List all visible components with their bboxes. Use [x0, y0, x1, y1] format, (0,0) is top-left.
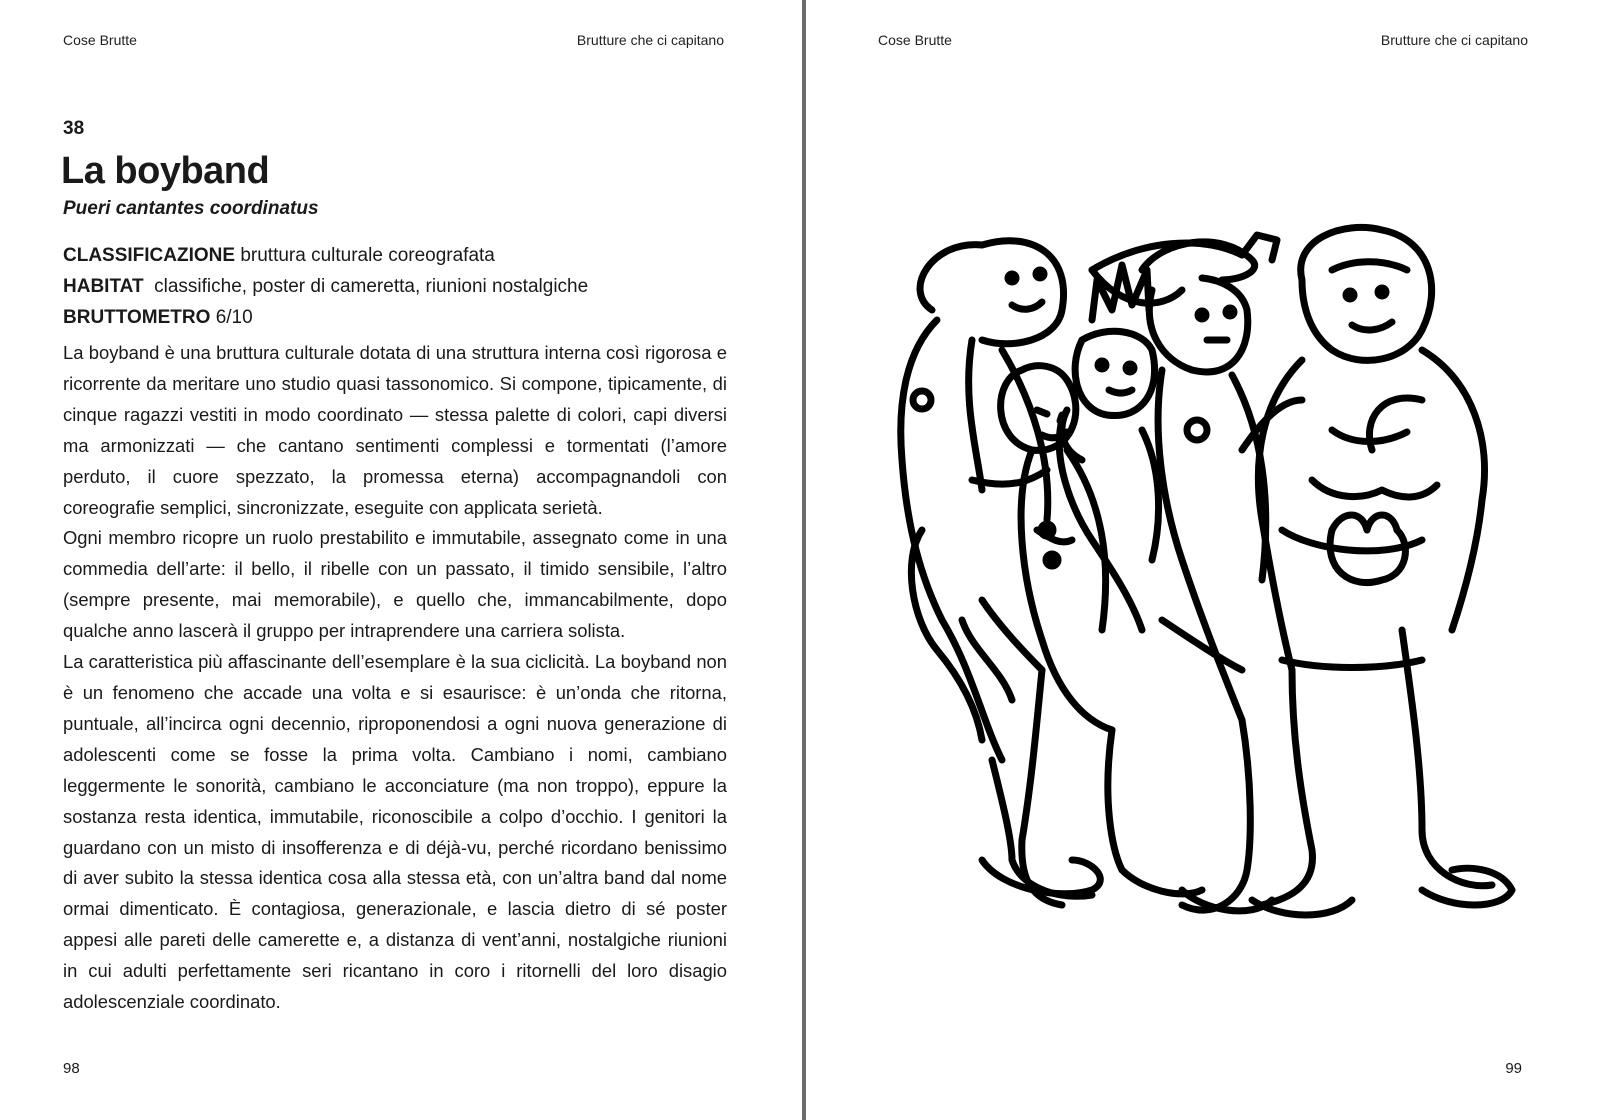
right-page: [806, 0, 1600, 1120]
meta-key: CLASSIFICAZIONE: [63, 245, 236, 266]
meta-key: HABITAT: [63, 276, 144, 297]
meta-bruttometro: [63, 302, 588, 333]
body-paragraph: Ogni membro ricopre un ruolo prestabilito e immutabile, assegnato come in una commedia dell’arte: il bello, il ribelle con un passato, il timido sensibile, l’altro (sempre presente, mai memorabile), e quello che, immancabilmente, dopo qualche anno lascerà il gruppo per intraprendere una carriera solista.: [63, 527, 727, 642]
running-head-right: Brutture che ci capitano: [1380, 32, 1528, 48]
entry-body: [63, 338, 727, 1018]
meta-habitat: [63, 271, 588, 302]
body-paragraph: La boyband è una bruttura culturale dotata di una struttura interna così rigorosa e ricorrente da meritare uno studio quasi tassonomico. Si compone, tipicamente, di cinque ragazzi vestiti in modo coordinato — stessa palette di colori, capi diversi ma armonizzati — che cantano sentimenti complessi e tormentati (l’amore perduto, il cuore spezzato, la promessa eterna) accompagnandoli con coreografie semplici, sincronizzate, eseguite con applicata serietà.: [63, 342, 727, 518]
meta-value: 6/10: [210, 307, 253, 328]
meta-classification: [63, 240, 588, 271]
entry-number: 38: [63, 118, 85, 139]
figure-right: [1242, 227, 1492, 905]
running-head-left: Cose Brutte: [63, 32, 137, 48]
running-head-right: Brutture che ci capitano: [576, 32, 724, 48]
meta-key: BRUTTOMETRO: [63, 307, 211, 328]
boyband-illustration: [862, 200, 1522, 940]
figure-left: [901, 241, 1092, 897]
meta-value: bruttura culturale coreografata: [235, 245, 495, 266]
figure-small-boy: [982, 366, 1202, 905]
running-head-left: Cose Brutte: [878, 32, 952, 48]
meta-value: classifiche, poster di cameretta, riunioni nostalgiche: [143, 276, 589, 297]
body-paragraph: La caratteristica più affascinante dell’esemplare è la sua ciclicità. La boyband non è un fenomeno che accade una volta e si esaurisce: è un’onda che ritorna, puntuale, all’incirca ogni decennio, riproponendosi a ogni nuova generazione di adolescenti come se fosse la prima volta. Cambiano i nomi, cambiano leggermente le sonorità, cambiano le acconciature (ma non troppo), eppure la sostanza resta identica, immutabile, riconoscibile a colpo d’occhio. I genitori la guardano con un misto di insofferenza e di déjà-vu, perché ricordano benissimo di aver subito la stessa identica cosa alla stessa età, con un’altra band dal nome ormai dimenticato. È contagiosa, generazionale, e lascia dietro di sé poster appesi alle pareti delle camerette e, a distanza di vent’anni, nostalgiche riunioni in cui adulti perfettamente seri ricantano in coro i ritornelli del loro disagio adolescenziale coordinato.: [63, 651, 727, 1013]
figure-cap: [1142, 242, 1266, 910]
entry-latin-name: Pueri cantantes coordinatus: [63, 198, 319, 219]
entry-title: La boyband: [61, 150, 270, 192]
page-number-right: 99: [1505, 1060, 1522, 1077]
entry-meta: [63, 240, 588, 333]
page-number-left: 98: [63, 1060, 80, 1077]
